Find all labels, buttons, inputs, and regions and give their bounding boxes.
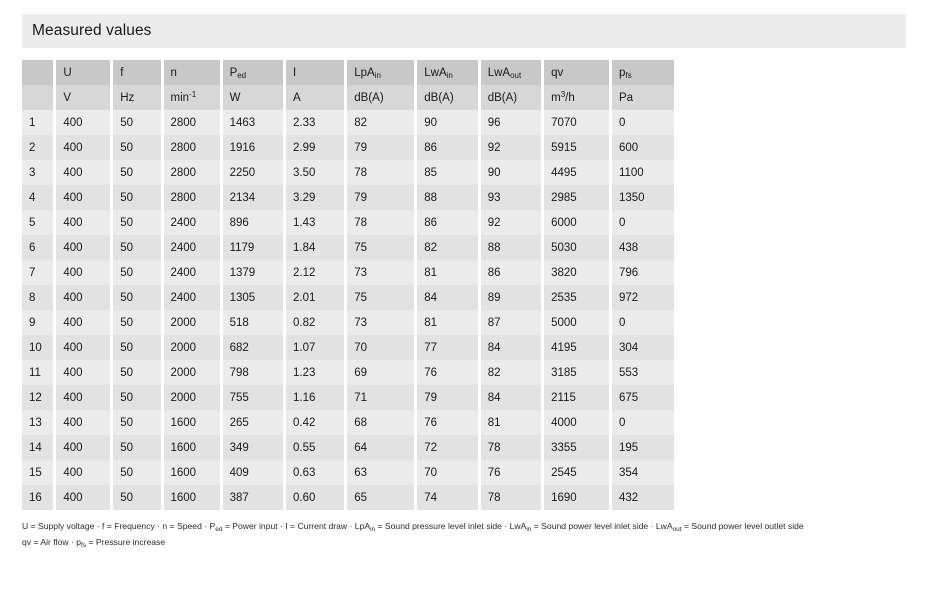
- table-cell: 2400: [162, 210, 221, 235]
- table-cell: 50: [112, 160, 162, 185]
- table-cell: 82: [416, 235, 479, 260]
- table-cell: 400: [55, 335, 112, 360]
- table-cell: 50: [112, 385, 162, 410]
- table-cell: 400: [55, 285, 112, 310]
- table-row: [22, 485, 674, 510]
- footnote-legend-line-1: U = Supply voltage · f = Frequency · n = Speed · $P_{ed}$ = Power input · I = Current draw · LpA$_{in}$ = Sound pressure level inlet side · LwA$_{in}$ = Sound power level inlet side · LwA$_{out}$ = Sound power level outlet side: [22, 521, 804, 533]
- table-cell: 0.60: [285, 485, 346, 510]
- page-title: Measured values: [32, 22, 152, 39]
- table-cell: 675: [610, 385, 674, 410]
- table-cell: 6000: [543, 210, 611, 235]
- row-index-cell: 8: [22, 285, 55, 310]
- table-cell: 518: [221, 310, 284, 335]
- table-cell: 349: [221, 435, 284, 460]
- table-cell: 4000: [543, 410, 611, 435]
- column-header-lpa-in: LpA$_{in}$: [346, 60, 416, 85]
- table-cell: 2400: [162, 260, 221, 285]
- table-cell: 972: [610, 285, 674, 310]
- table-cell: 553: [610, 360, 674, 385]
- table-cell: 2.12: [285, 260, 346, 285]
- table-cell: 1.23: [285, 360, 346, 385]
- table-cell: 50: [112, 435, 162, 460]
- table-cell: 70: [346, 335, 416, 360]
- table-row: [22, 335, 674, 360]
- unit-current: A: [285, 85, 346, 110]
- table-cell: 0.82: [285, 310, 346, 335]
- table-cell: 400: [55, 385, 112, 410]
- table-cell: 3.50: [285, 160, 346, 185]
- table-cell: 1600: [162, 460, 221, 485]
- table-cell: 600: [610, 135, 674, 160]
- table-cell: 64: [346, 435, 416, 460]
- footnote-legend-line-2: qv = Air flow · $p_{fs}$ = Pressure increase: [22, 537, 166, 549]
- table-cell: 5000: [543, 310, 611, 335]
- table-cell: 73: [346, 260, 416, 285]
- table-cell: 2000: [162, 360, 221, 385]
- table-cell: 2.33: [285, 110, 346, 135]
- table-cell: 3820: [543, 260, 611, 285]
- table-cell: 50: [112, 410, 162, 435]
- table-cell: 50: [112, 135, 162, 160]
- table-cell: 50: [112, 235, 162, 260]
- table-cell: 2535: [543, 285, 611, 310]
- table-cell: 682: [221, 335, 284, 360]
- table-cell: 90: [416, 110, 479, 135]
- row-index-cell: 3: [22, 160, 55, 185]
- table-cell: 0: [610, 210, 674, 235]
- table-cell: 1463: [221, 110, 284, 135]
- table-cell: 77: [416, 335, 479, 360]
- table-cell: 896: [221, 210, 284, 235]
- column-header-voltage: U: [55, 60, 112, 85]
- table-cell: 400: [55, 360, 112, 385]
- measured-values-page: [0, 14, 928, 616]
- table-cell: 387: [221, 485, 284, 510]
- unit-lpa-in: dB(A): [346, 85, 416, 110]
- table-cell: 1600: [162, 485, 221, 510]
- table-cell: 304: [610, 335, 674, 360]
- unit-lwa-out: dB(A): [479, 85, 542, 110]
- table-cell: 2800: [162, 160, 221, 185]
- table-cell: 1600: [162, 410, 221, 435]
- table-cell: 96: [479, 110, 542, 135]
- column-header-current: I: [285, 60, 346, 85]
- table-cell: 400: [55, 485, 112, 510]
- table-cell: 400: [55, 460, 112, 485]
- table-cell: 0.42: [285, 410, 346, 435]
- table-cell: 78: [346, 210, 416, 235]
- table-cell: 2400: [162, 285, 221, 310]
- row-index-cell: 4: [22, 185, 55, 210]
- table-row: [22, 385, 674, 410]
- table-cell: 4195: [543, 335, 611, 360]
- table-head: [22, 60, 674, 110]
- measured-values-table: [22, 60, 674, 510]
- table-cell: 72: [416, 435, 479, 460]
- table-row: [22, 435, 674, 460]
- table-cell: 3185: [543, 360, 611, 385]
- table-cell: 3.29: [285, 185, 346, 210]
- table-row: [22, 410, 674, 435]
- table-cell: 92: [479, 210, 542, 235]
- table-cell: 1.43: [285, 210, 346, 235]
- table-cell: 68: [346, 410, 416, 435]
- table-row: [22, 260, 674, 285]
- table-cell: 85: [416, 160, 479, 185]
- table-cell: 71: [346, 385, 416, 410]
- table-cell: 84: [479, 385, 542, 410]
- table-cell: 81: [416, 310, 479, 335]
- table-cell: 89: [479, 285, 542, 310]
- column-header-lwa-out: LwA$_{out}$: [479, 60, 542, 85]
- table-cell: 79: [416, 385, 479, 410]
- table-cell: 400: [55, 310, 112, 335]
- table-cell: 81: [479, 410, 542, 435]
- unit-power-input: W: [221, 85, 284, 110]
- table-cell: 93: [479, 185, 542, 210]
- table-cell: 2.99: [285, 135, 346, 160]
- table-cell: 78: [479, 435, 542, 460]
- section-header: [22, 14, 906, 48]
- row-index-cell: 9: [22, 310, 55, 335]
- table-row: [22, 460, 674, 485]
- table-cell: 0.63: [285, 460, 346, 485]
- table-cell: 86: [416, 210, 479, 235]
- unit-airflow: $m^3/h$: [543, 85, 611, 110]
- table-cell: 2800: [162, 110, 221, 135]
- row-index-cell: 7: [22, 260, 55, 285]
- table-cell: 74: [416, 485, 479, 510]
- footnotes: [22, 520, 902, 549]
- table-cell: 4495: [543, 160, 611, 185]
- table-cell: 82: [346, 110, 416, 135]
- table-cell: 63: [346, 460, 416, 485]
- table-cell: 1305: [221, 285, 284, 310]
- table-cell: 2800: [162, 185, 221, 210]
- column-header-airflow: qv: [543, 60, 611, 85]
- table-cell: 2400: [162, 235, 221, 260]
- table-cell: 76: [416, 410, 479, 435]
- table-cell: 0.55: [285, 435, 346, 460]
- unit-voltage: V: [55, 85, 112, 110]
- table-cell: 79: [346, 185, 416, 210]
- table-cell: 50: [112, 460, 162, 485]
- table-cell: 265: [221, 410, 284, 435]
- row-index-cell: 16: [22, 485, 55, 510]
- table-cell: 0: [610, 410, 674, 435]
- column-header-frequency: f: [112, 60, 162, 85]
- table-row: [22, 235, 674, 260]
- table-cell: 78: [346, 160, 416, 185]
- row-index-cell: 6: [22, 235, 55, 260]
- unit-pressure: Pa: [610, 85, 674, 110]
- table-cell: 400: [55, 410, 112, 435]
- table-cell: 7070: [543, 110, 611, 135]
- table-cell: 2985: [543, 185, 611, 210]
- table-cell: 1.07: [285, 335, 346, 360]
- table-cell: 75: [346, 285, 416, 310]
- table-cell: 73: [346, 310, 416, 335]
- row-index-cell: 13: [22, 410, 55, 435]
- table-cell: 400: [55, 235, 112, 260]
- table-row: [22, 160, 674, 185]
- table-cell: 2000: [162, 335, 221, 360]
- table-cell: 87: [479, 310, 542, 335]
- table-cell: 50: [112, 285, 162, 310]
- table-cell: 50: [112, 335, 162, 360]
- row-index-cell: 10: [22, 335, 55, 360]
- row-index-cell: 5: [22, 210, 55, 235]
- table-cell: 798: [221, 360, 284, 385]
- table-cell: 84: [479, 335, 542, 360]
- row-index-cell: 14: [22, 435, 55, 460]
- unit-lwa-in: dB(A): [416, 85, 479, 110]
- row-index-cell: 2: [22, 135, 55, 160]
- column-header-pressure: $p_{fs}$: [610, 60, 674, 85]
- table-cell: 86: [479, 260, 542, 285]
- table-cell: 1350: [610, 185, 674, 210]
- table-cell: 400: [55, 110, 112, 135]
- table-row: [22, 110, 674, 135]
- table-cell: 81: [416, 260, 479, 285]
- table-cell: 69: [346, 360, 416, 385]
- table-cell: 354: [610, 460, 674, 485]
- table-cell: 2134: [221, 185, 284, 210]
- table-row: [22, 360, 674, 385]
- table-header-units: [22, 85, 674, 110]
- table-cell: 195: [610, 435, 674, 460]
- table-cell: 400: [55, 260, 112, 285]
- table-cell: 1916: [221, 135, 284, 160]
- table-cell: 76: [416, 360, 479, 385]
- table-row: [22, 210, 674, 235]
- table-cell: 2000: [162, 310, 221, 335]
- table-cell: 1690: [543, 485, 611, 510]
- table-cell: 90: [479, 160, 542, 185]
- table-cell: 84: [416, 285, 479, 310]
- table-cell: 438: [610, 235, 674, 260]
- table-cell: 5915: [543, 135, 611, 160]
- table-cell: 82: [479, 360, 542, 385]
- table-cell: 2115: [543, 385, 611, 410]
- table-header-symbols: [22, 60, 674, 85]
- table-cell: 0: [610, 310, 674, 335]
- table-cell: 5030: [543, 235, 611, 260]
- table-cell: 2545: [543, 460, 611, 485]
- table-cell: 50: [112, 110, 162, 135]
- row-index-cell: 12: [22, 385, 55, 410]
- table-cell: 409: [221, 460, 284, 485]
- table-cell: 78: [479, 485, 542, 510]
- table-cell: 400: [55, 135, 112, 160]
- table-cell: 400: [55, 160, 112, 185]
- table-cell: 755: [221, 385, 284, 410]
- table-row: [22, 310, 674, 335]
- table-cell: 2800: [162, 135, 221, 160]
- table-cell: 65: [346, 485, 416, 510]
- table-cell: 75: [346, 235, 416, 260]
- table-cell: 86: [416, 135, 479, 160]
- column-header-lwa-in: LwA$_{in}$: [416, 60, 479, 85]
- table-cell: 1179: [221, 235, 284, 260]
- table-cell: 92: [479, 135, 542, 160]
- table-cell: 3355: [543, 435, 611, 460]
- column-header-power-input: $P_{ed}$: [221, 60, 284, 85]
- table-cell: 1.84: [285, 235, 346, 260]
- row-index-cell: 11: [22, 360, 55, 385]
- unit-index: [22, 85, 55, 110]
- table-cell: 2250: [221, 160, 284, 185]
- table-cell: 50: [112, 360, 162, 385]
- row-index-cell: 15: [22, 460, 55, 485]
- table-cell: 1600: [162, 435, 221, 460]
- table-cell: 88: [416, 185, 479, 210]
- table-cell: 400: [55, 185, 112, 210]
- table-cell: 432: [610, 485, 674, 510]
- table-cell: 50: [112, 185, 162, 210]
- column-header-speed: n: [162, 60, 221, 85]
- row-index-cell: 1: [22, 110, 55, 135]
- table-cell: 400: [55, 210, 112, 235]
- table-cell: 2.01: [285, 285, 346, 310]
- table-cell: 76: [479, 460, 542, 485]
- table-row: [22, 285, 674, 310]
- table-cell: 50: [112, 310, 162, 335]
- table-cell: 50: [112, 260, 162, 285]
- table-cell: 1.16: [285, 385, 346, 410]
- table-cell: 79: [346, 135, 416, 160]
- table-row: [22, 135, 674, 160]
- table-cell: 2000: [162, 385, 221, 410]
- table-body: [22, 110, 674, 510]
- table-cell: 1100: [610, 160, 674, 185]
- table-cell: 796: [610, 260, 674, 285]
- table-cell: 50: [112, 210, 162, 235]
- table-cell: 1379: [221, 260, 284, 285]
- table-cell: 88: [479, 235, 542, 260]
- table-cell: 400: [55, 435, 112, 460]
- column-header-index: [22, 60, 55, 85]
- unit-speed: $\min^{-1}$: [162, 85, 221, 110]
- table-row: [22, 185, 674, 210]
- table-cell: 0: [610, 110, 674, 135]
- table-cell: 50: [112, 485, 162, 510]
- table-cell: 70: [416, 460, 479, 485]
- unit-frequency: Hz: [112, 85, 162, 110]
